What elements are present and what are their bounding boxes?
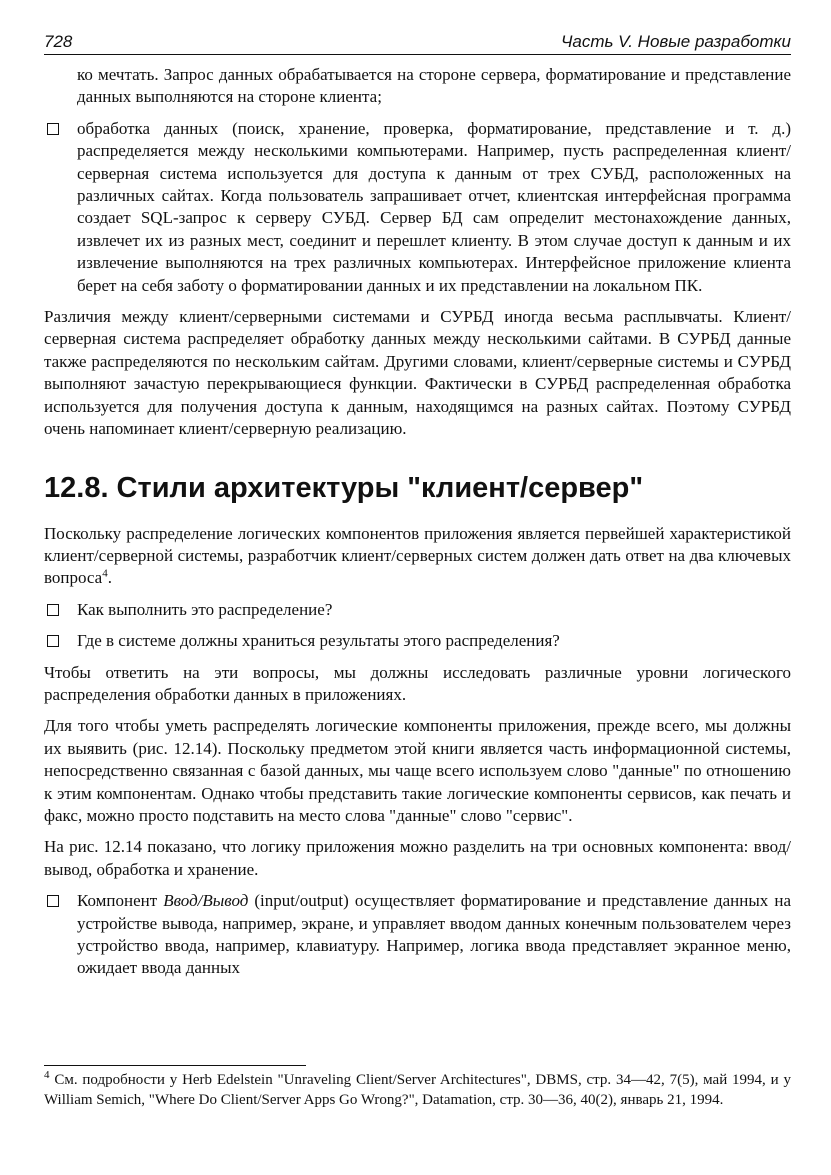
footnote-reference: 4: [102, 567, 108, 580]
checkbox-bullet-icon: [47, 604, 59, 616]
list-item-question-1: [44, 599, 791, 621]
paragraph-distribution-text: Поскольку распределение логических компонентов приложения является первейшей характеристикой клиент/серверной системы, разработчик клиент/серверных систем должен дать ответ на два ключевых вопроса: [44, 523, 791, 588]
part-title: Часть V. Новые разработки: [560, 32, 791, 51]
checkbox-bullet-icon: [47, 895, 59, 907]
paragraph-figure-reference: На рис. 12.14 показано, что логику приложения можно разделить на три основных компонента: ввод/вывод, обработка и хранение.: [44, 837, 791, 879]
paragraph-answer: Чтобы ответить на эти вопросы, мы должны исследовать различные уровни логического распределения обработки данных в приложениях.: [44, 662, 791, 704]
checkbox-bullet-icon: [47, 635, 59, 647]
list-item-text: Как выполнить это распределение?: [77, 599, 333, 619]
list-item-text: [77, 890, 791, 980]
list-item-question-2: [44, 630, 791, 652]
intro-continuation: ко мечтать. Запрос данных обрабатывается на стороне сервера, форматирование и представление данных выполняются на стороне клиента;: [77, 65, 791, 107]
checkbox-bullet-icon: [47, 123, 59, 135]
footnote-text: См. подробности у Herb Edelstein "Unraveling Client/Server Architectures", DBMS, стр. 34—42, 7(5), май 1994, и у William Semich, "Where Do Client/Server Apps Go Wrong?", Datamation, стр. 30—36, 40(2), январь 21, 1994.: [44, 1072, 791, 1108]
io-text: (input/output) осуществляет форматирование и представление данных на устройстве вывода, например, экране, и управляет вводом данных конечным пользователем через устройство ввода, например, клавиатуру. Например, логика ввода представляет экранное меню, ожидает ввода данных: [77, 891, 791, 978]
list-item-text: Где в системе должны храниться результаты этого распределения?: [77, 631, 560, 651]
list-item-text: обработка данных (поиск, хранение, проверка, форматирование, представление и т. д.) распределяется между несколькими компьютерами. Например, пусть распределенная клиент/серверная система используется для доступа к данным от трех СУБД, расположенных на различных сайтах. Когда пользователь запрашивает отчет, клиентская интерфейсная программа создает SQL-запрос к серверу СУБД. Сервер БД сам определит местонахождение данных, извлечет их из разных мест, соединит и перешлет клиенту. В этом случае доступ к данным и их извлечение выполняются на трех различных компьютерах. Интерфейсное приложение клиента берет на себя заботу о форматировании данных и их представлении на локальном ПК.: [77, 118, 791, 295]
list-item-processing: [44, 118, 791, 297]
section-heading: 12.8. Стили архитектуры "клиент/сервер": [44, 471, 644, 504]
paragraph-distribution-end: .: [107, 568, 112, 588]
paragraph-differences: Различия между клиент/серверными системами и СУРБД иногда весьма расплывчаты. Клиент/серверная система распределяет обработку данных между несколькими сайтами. В СУРБД данные также распределяются по нескольким сайтам. Другими словами, клиент/серверные системы и СУРБД выполняют зачастую перекрывающиеся функции. Фактически в СУРБД распределенная обработка используется для получения доступа к данным, находящимся на разных сайтах. Поэтому СУРБД очень напоминает клиент/серверную реализацию.: [44, 307, 791, 439]
paragraph-distribution: [44, 523, 791, 590]
io-term: Ввод/Вывод: [163, 891, 249, 911]
io-prefix: Компонент: [77, 891, 164, 911]
paragraph-components: Для того чтобы уметь распределять логические компоненты приложения, прежде всего, мы должны их выявить (рис. 12.14). Поскольку предметом этой книги является часть информационной системы, непосредственно связанная с базой данных, мы чаще всего используем слово "данные" по отношению к этим компонентам. Однако чтобы представить такие логические компоненты сервисов, как печать и факс, можно просто подставить на место слова "данные" слово "сервис".: [44, 716, 791, 825]
running-header: [44, 22, 791, 55]
footnote-divider: [44, 1065, 306, 1066]
page-body: [44, 64, 791, 989]
footnote: [44, 1071, 791, 1110]
list-item-io-component: [44, 890, 791, 980]
footnote-mark: 4: [44, 1069, 50, 1081]
page-number: 728: [44, 32, 73, 51]
